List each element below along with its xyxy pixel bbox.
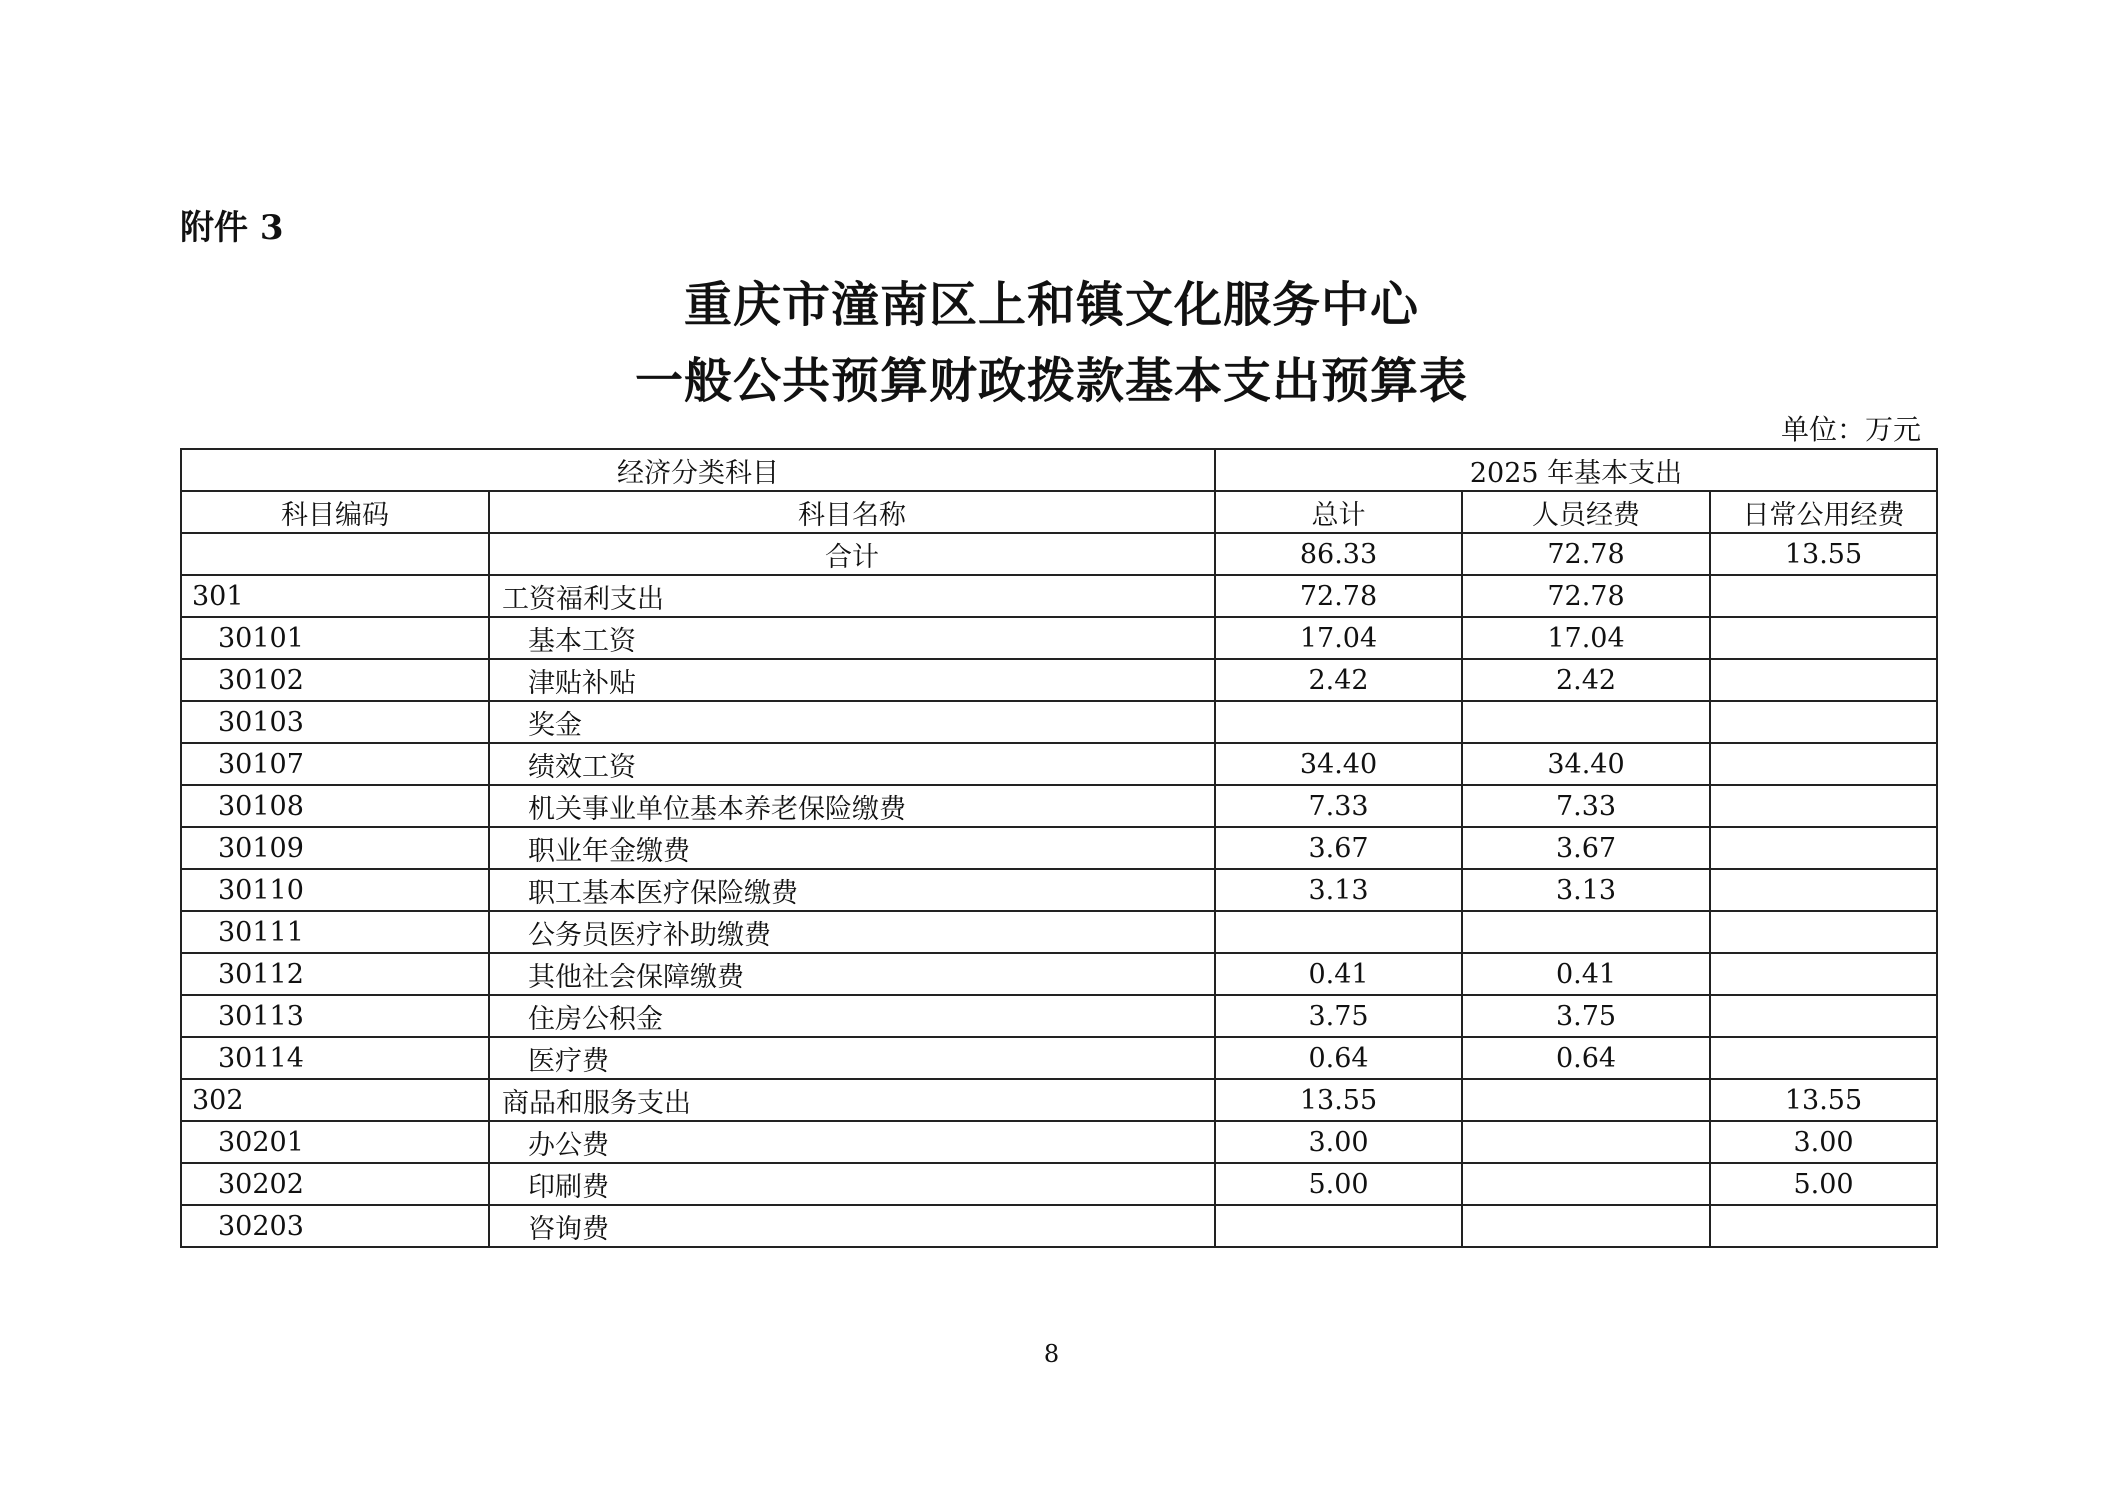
row-daily <box>1710 617 1937 659</box>
header-name: 科目名称 <box>489 491 1215 533</box>
row-personnel: 3.75 <box>1462 995 1710 1037</box>
row-daily <box>1710 1205 1937 1247</box>
table-row <box>181 701 1937 743</box>
row-total: 0.64 <box>1215 1037 1462 1079</box>
row-total: 17.04 <box>1215 617 1462 659</box>
row-name: 咨询费 <box>489 1205 1215 1247</box>
row-total <box>1215 1205 1462 1247</box>
row-total: 3.67 <box>1215 827 1462 869</box>
row-name: 基本工资 <box>489 617 1215 659</box>
row-code: 30101 <box>181 617 489 659</box>
row-personnel: 0.41 <box>1462 953 1710 995</box>
row-code: 30107 <box>181 743 489 785</box>
row-code <box>181 533 489 575</box>
row-personnel: 7.33 <box>1462 785 1710 827</box>
row-total: 3.00 <box>1215 1121 1462 1163</box>
row-personnel <box>1462 911 1710 953</box>
row-total: 5.00 <box>1215 1163 1462 1205</box>
row-daily <box>1710 743 1937 785</box>
row-code: 30103 <box>181 701 489 743</box>
row-total: 86.33 <box>1215 533 1462 575</box>
row-name: 商品和服务支出 <box>489 1079 1215 1121</box>
table-row <box>181 1037 1937 1079</box>
row-name: 印刷费 <box>489 1163 1215 1205</box>
row-total: 3.13 <box>1215 869 1462 911</box>
row-code: 30203 <box>181 1205 489 1247</box>
page-number: 8 <box>1043 1340 1060 1368</box>
row-daily: 13.55 <box>1710 1079 1937 1121</box>
row-code: 30114 <box>181 1037 489 1079</box>
row-name: 绩效工资 <box>489 743 1215 785</box>
table-row <box>181 911 1937 953</box>
table-row <box>181 869 1937 911</box>
row-code: 30111 <box>181 911 489 953</box>
attachment-label: 附件 3 <box>180 208 284 248</box>
header-total: 总计 <box>1215 491 1462 533</box>
row-personnel <box>1462 1205 1710 1247</box>
row-code: 30109 <box>181 827 489 869</box>
row-total: 3.75 <box>1215 995 1462 1037</box>
row-personnel <box>1462 1079 1710 1121</box>
row-personnel: 34.40 <box>1462 743 1710 785</box>
row-daily <box>1710 827 1937 869</box>
row-name: 其他社会保障缴费 <box>489 953 1215 995</box>
row-total: 13.55 <box>1215 1079 1462 1121</box>
row-name: 住房公积金 <box>489 995 1215 1037</box>
row-name: 职工基本医疗保险缴费 <box>489 869 1215 911</box>
row-code: 30102 <box>181 659 489 701</box>
row-name: 机关事业单位基本养老保险缴费 <box>489 785 1215 827</box>
row-daily <box>1710 575 1937 617</box>
header-row-2 <box>181 491 1937 533</box>
row-code: 30110 <box>181 869 489 911</box>
table-row <box>181 575 1937 617</box>
row-code: 30202 <box>181 1163 489 1205</box>
table-row <box>181 953 1937 995</box>
table-row <box>181 995 1937 1037</box>
header-code: 科目编码 <box>181 491 489 533</box>
row-daily <box>1710 785 1937 827</box>
table-row <box>181 533 1937 575</box>
row-daily: 5.00 <box>1710 1163 1937 1205</box>
row-total <box>1215 701 1462 743</box>
table-row <box>181 1079 1937 1121</box>
row-personnel: 3.67 <box>1462 827 1710 869</box>
row-daily <box>1710 995 1937 1037</box>
row-daily <box>1710 659 1937 701</box>
row-daily <box>1710 869 1937 911</box>
row-code: 30201 <box>181 1121 489 1163</box>
row-name: 奖金 <box>489 701 1215 743</box>
table-row <box>181 617 1937 659</box>
row-personnel: 3.13 <box>1462 869 1710 911</box>
row-total: 2.42 <box>1215 659 1462 701</box>
table-row <box>181 659 1937 701</box>
unit-label: 单位：万元 <box>1780 413 1921 446</box>
row-name: 公务员医疗补助缴费 <box>489 911 1215 953</box>
row-personnel <box>1462 1121 1710 1163</box>
row-name: 合计 <box>489 533 1215 575</box>
row-daily: 3.00 <box>1710 1121 1937 1163</box>
row-code: 302 <box>181 1079 489 1121</box>
row-personnel <box>1462 1163 1710 1205</box>
table-row <box>181 743 1937 785</box>
table-row <box>181 827 1937 869</box>
row-personnel: 2.42 <box>1462 659 1710 701</box>
row-name: 工资福利支出 <box>489 575 1215 617</box>
document-title-line2: 一般公共预算财政拨款基本支出预算表 <box>634 353 1468 409</box>
row-total: 34.40 <box>1215 743 1462 785</box>
row-daily <box>1710 911 1937 953</box>
row-personnel: 17.04 <box>1462 617 1710 659</box>
row-total <box>1215 911 1462 953</box>
table-row <box>181 1205 1937 1247</box>
row-name: 职业年金缴费 <box>489 827 1215 869</box>
row-total: 72.78 <box>1215 575 1462 617</box>
table-row <box>181 785 1937 827</box>
row-code: 30108 <box>181 785 489 827</box>
row-personnel: 72.78 <box>1462 575 1710 617</box>
row-name: 办公费 <box>489 1121 1215 1163</box>
budget-table <box>180 448 1938 1248</box>
header-personnel: 人员经费 <box>1462 491 1710 533</box>
header-daily: 日常公用经费 <box>1710 491 1937 533</box>
budget-table-body <box>181 449 1937 1247</box>
row-total: 7.33 <box>1215 785 1462 827</box>
row-daily <box>1710 701 1937 743</box>
document-title-line1: 重庆市潼南区上和镇文化服务中心 <box>683 277 1419 333</box>
row-code: 30113 <box>181 995 489 1037</box>
row-personnel: 72.78 <box>1462 533 1710 575</box>
header-row-1 <box>181 449 1937 491</box>
row-daily <box>1710 953 1937 995</box>
row-total: 0.41 <box>1215 953 1462 995</box>
row-code: 30112 <box>181 953 489 995</box>
row-personnel: 0.64 <box>1462 1037 1710 1079</box>
row-daily <box>1710 1037 1937 1079</box>
row-code: 301 <box>181 575 489 617</box>
table-row <box>181 1163 1937 1205</box>
row-daily: 13.55 <box>1710 533 1937 575</box>
header-year-expense: 2025 年基本支出 <box>1215 449 1937 491</box>
header-econ-class: 经济分类科目 <box>181 449 1215 491</box>
row-name: 医疗费 <box>489 1037 1215 1079</box>
row-personnel <box>1462 701 1710 743</box>
table-row <box>181 1121 1937 1163</box>
row-name: 津贴补贴 <box>489 659 1215 701</box>
